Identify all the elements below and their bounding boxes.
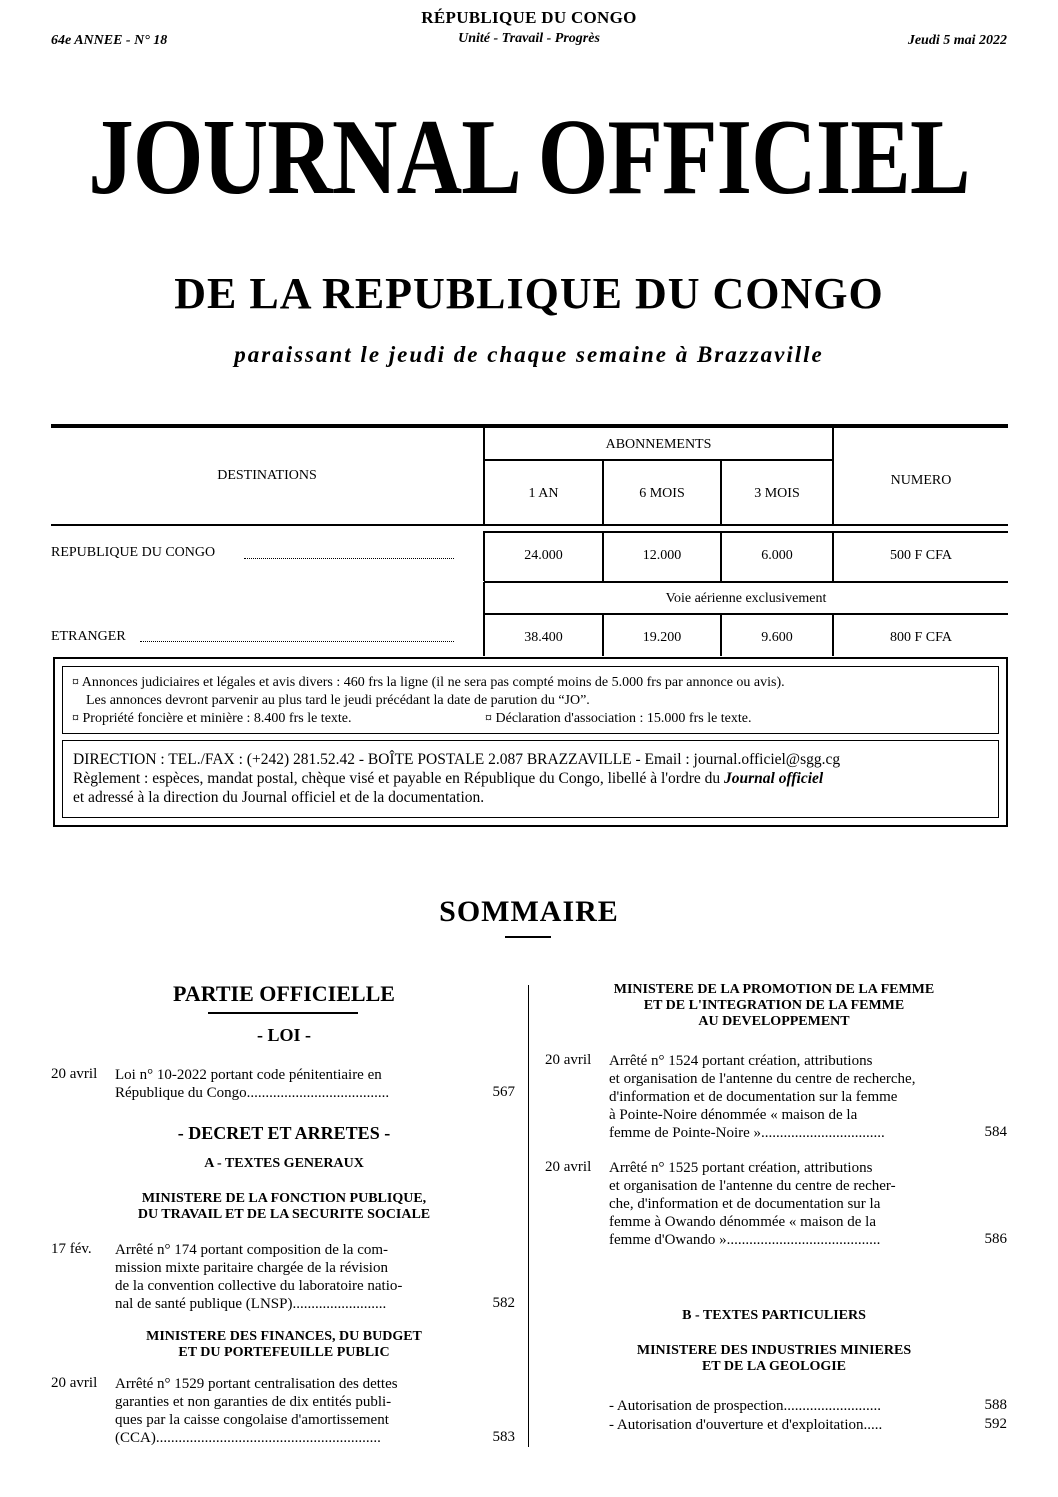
entry-date: 17 fév. <box>51 1241 92 1257</box>
ministere-femme <box>540 982 1008 1030</box>
ministry-line: MINISTERE DES FINANCES, DU BUDGET <box>146 1329 422 1344</box>
column-divider <box>528 985 529 1447</box>
divider <box>484 531 1008 533</box>
entry-date: 20 avril <box>51 1375 98 1391</box>
congo-label: REPUBLIQUE DU CONGO <box>51 545 216 560</box>
journal-title: JOURNAL OFFICIEL <box>88 98 970 217</box>
numero-header: NUMERO <box>890 473 952 488</box>
page-number: 567 <box>492 1084 515 1100</box>
direction-line-3: et adressé à la direction du Journal officiel et de la documentation. <box>73 789 485 806</box>
entry-line: à Pointe-Noire dénommée « maison de la <box>609 1107 858 1123</box>
abonnements-header: ABONNEMENTS <box>605 437 712 452</box>
page-number: 588 <box>984 1397 1007 1413</box>
direction-line-2 <box>73 770 823 788</box>
congo-3mois: 6.000 <box>761 548 793 563</box>
ministry-line: ET DE LA GEOLOGIE <box>701 1359 847 1374</box>
arrete-1525-entry <box>609 1159 896 1249</box>
entry-date: 20 avril <box>545 1159 592 1175</box>
page-number: 582 <box>492 1295 515 1311</box>
issue-date: Jeudi 5 mai 2022 <box>907 33 1007 48</box>
national-motto: Unité - Travail - Progrès <box>458 31 600 46</box>
decrets-heading: - DECRET ET ARRETES - <box>177 1123 391 1143</box>
entry-line: garanties et non garanties de dix entités publi- <box>115 1394 392 1410</box>
journal-subtitle: DE LA REPUBLIQUE DU CONGO <box>174 269 884 318</box>
entry-line: République du Congo...................................... <box>115 1085 390 1101</box>
payment-text: Règlement : espèces, mandat postal, chèque visé et payable en République du Congo, libellé à l'ordre du <box>73 770 725 787</box>
period-3mois: 3 MOIS <box>754 486 800 501</box>
notice-line-1: ¤ Annonces judiciaires et légales et avis divers : 460 frs la ligne (il ne sera pas compté moins de 5.000 frs par annonce ou avis). <box>72 675 785 690</box>
destinations-header: DESTINATIONS <box>217 468 317 483</box>
textes-generaux-heading: A - TEXTES GENERAUX <box>204 1156 364 1171</box>
ministry-line: ET DU PORTEFEUILLE PUBLIC <box>178 1345 390 1360</box>
table-top-rule <box>51 424 1008 428</box>
entry-line: che, d'information et de documentation sur la <box>609 1196 881 1212</box>
textes-particuliers-heading: B - TEXTES PARTICULIERS <box>682 1308 866 1323</box>
entry-line: femme d'Owando »......................................... <box>609 1232 881 1248</box>
entry-line: (CCA)............................................................ <box>115 1430 381 1446</box>
direction-line-1: DIRECTION : TEL./FAX : (+242) 281.52.42 - BOÎTE POSTALE 2.087 BRAZZAVILLE - Email : journal.officiel@sgg.cg <box>73 751 841 768</box>
entry-line: Arrêté n° 1524 portant création, attributions <box>609 1053 873 1069</box>
entry-line: et organisation de l'antenne du centre de recherche, <box>609 1071 916 1087</box>
ministere-finances <box>51 1329 517 1361</box>
autorisation-exploitation: - Autorisation d'ouverture et d'exploitation..... <box>609 1417 883 1433</box>
entry-line: et organisation de l'antenne du centre de recher- <box>609 1178 896 1194</box>
congo-numero: 500 F CFA <box>890 548 952 563</box>
entry-line: Loi n° 10-2022 portant code pénitentiaire en <box>115 1067 382 1083</box>
entry-line: femme à Owando dénommée « maison de la <box>609 1214 876 1230</box>
ministry-line: MINISTERE DE LA FONCTION PUBLIQUE, <box>141 1191 427 1206</box>
sommaire-underline <box>505 936 551 938</box>
republic-heading: RÉPUBLIQUE DU CONGO <box>421 8 637 27</box>
divider <box>484 581 1008 583</box>
ministry-line: MINISTERE DES INDUSTRIES MINIERES <box>636 1343 912 1358</box>
issue-number: 64e ANNEE - N° 18 <box>51 33 168 48</box>
etranger-label: ETRANGER <box>51 629 126 644</box>
autorisation-prospection: - Autorisation de prospection.......................... <box>609 1398 882 1414</box>
entry-line: Arrêté n° 1529 portant centralisation des dettes <box>115 1376 398 1392</box>
etranger-numero: 800 F CFA <box>890 630 952 645</box>
leader-dots <box>140 641 454 642</box>
journal-officiel-em: Journal officiel <box>724 770 824 787</box>
air-note: Voie aérienne exclusivement <box>665 591 827 606</box>
page-number: 592 <box>984 1416 1007 1432</box>
sommaire-title: SOMMAIRE <box>439 895 619 928</box>
entry-line: de la convention collective du laboratoire natio- <box>115 1278 403 1294</box>
congo-1an: 24.000 <box>524 548 563 563</box>
entry-date: 20 avril <box>51 1066 98 1082</box>
entry-line: d'information et de documentation sur la femme <box>609 1089 898 1105</box>
heading-underline <box>208 1012 358 1014</box>
etranger-3mois: 9.600 <box>761 630 793 645</box>
entry-line: nal de santé publique (LNSP)......................... <box>115 1296 387 1312</box>
notice-line-2: Les annonces devront parvenir au plus tard le jeudi précédant la date de parution du “JO”. <box>86 693 590 708</box>
entry-line: Arrêté n° 1525 portant création, attributions <box>609 1160 873 1176</box>
arrete-1529-entry <box>115 1375 398 1447</box>
journal-tagline: paraissant le jeudi de chaque semaine à Brazzaville <box>234 342 824 367</box>
loi-heading: - LOI - <box>257 1025 311 1045</box>
entry-date: 20 avril <box>545 1052 592 1068</box>
period-1an: 1 AN <box>528 486 559 501</box>
partie-officielle-heading: PARTIE OFFICIELLE <box>173 981 395 1006</box>
page-number: 586 <box>984 1231 1007 1247</box>
notice-line-3b: ¤ Déclaration d'association : 15.000 frs le texte. <box>485 711 752 726</box>
congo-6mois: 12.000 <box>642 548 682 563</box>
entry-line: femme de Pointe-Noire »................................. <box>609 1125 885 1141</box>
arrete-1524-entry <box>609 1052 915 1142</box>
divider <box>51 524 1008 526</box>
entry-line: Arrêté n° 174 portant composition de la com- <box>115 1242 389 1258</box>
etranger-6mois: 19.200 <box>642 630 682 645</box>
page-number: 583 <box>492 1429 515 1445</box>
entry-line: ques par la caisse congolaise d'amortissement <box>115 1412 389 1428</box>
ministry-line: DU TRAVAIL ET DE LA SECURITE SOCIALE <box>137 1207 431 1222</box>
ministry-line: AU DEVELOPPEMENT <box>698 1014 850 1029</box>
loi-entry <box>115 1066 389 1102</box>
page-number: 584 <box>984 1124 1007 1140</box>
leader-dots <box>244 558 454 559</box>
period-6mois: 6 MOIS <box>639 486 685 501</box>
arrete-174-entry <box>115 1241 402 1313</box>
ministry-line: ET DE L'INTEGRATION DE LA FEMME <box>643 998 905 1013</box>
divider <box>484 613 1008 615</box>
ministere-mines <box>540 1343 1008 1375</box>
entry-line: mission mixte paritaire chargée de la révision <box>115 1260 388 1276</box>
ministry-line: MINISTERE DE LA PROMOTION DE LA FEMME <box>613 982 935 997</box>
divider <box>484 459 833 461</box>
ministere-fonction-publique <box>51 1191 517 1223</box>
etranger-1an: 38.400 <box>524 630 563 645</box>
notice-line-3a: ¤ Propriété foncière et minière : 8.400 frs le texte. <box>72 711 352 726</box>
